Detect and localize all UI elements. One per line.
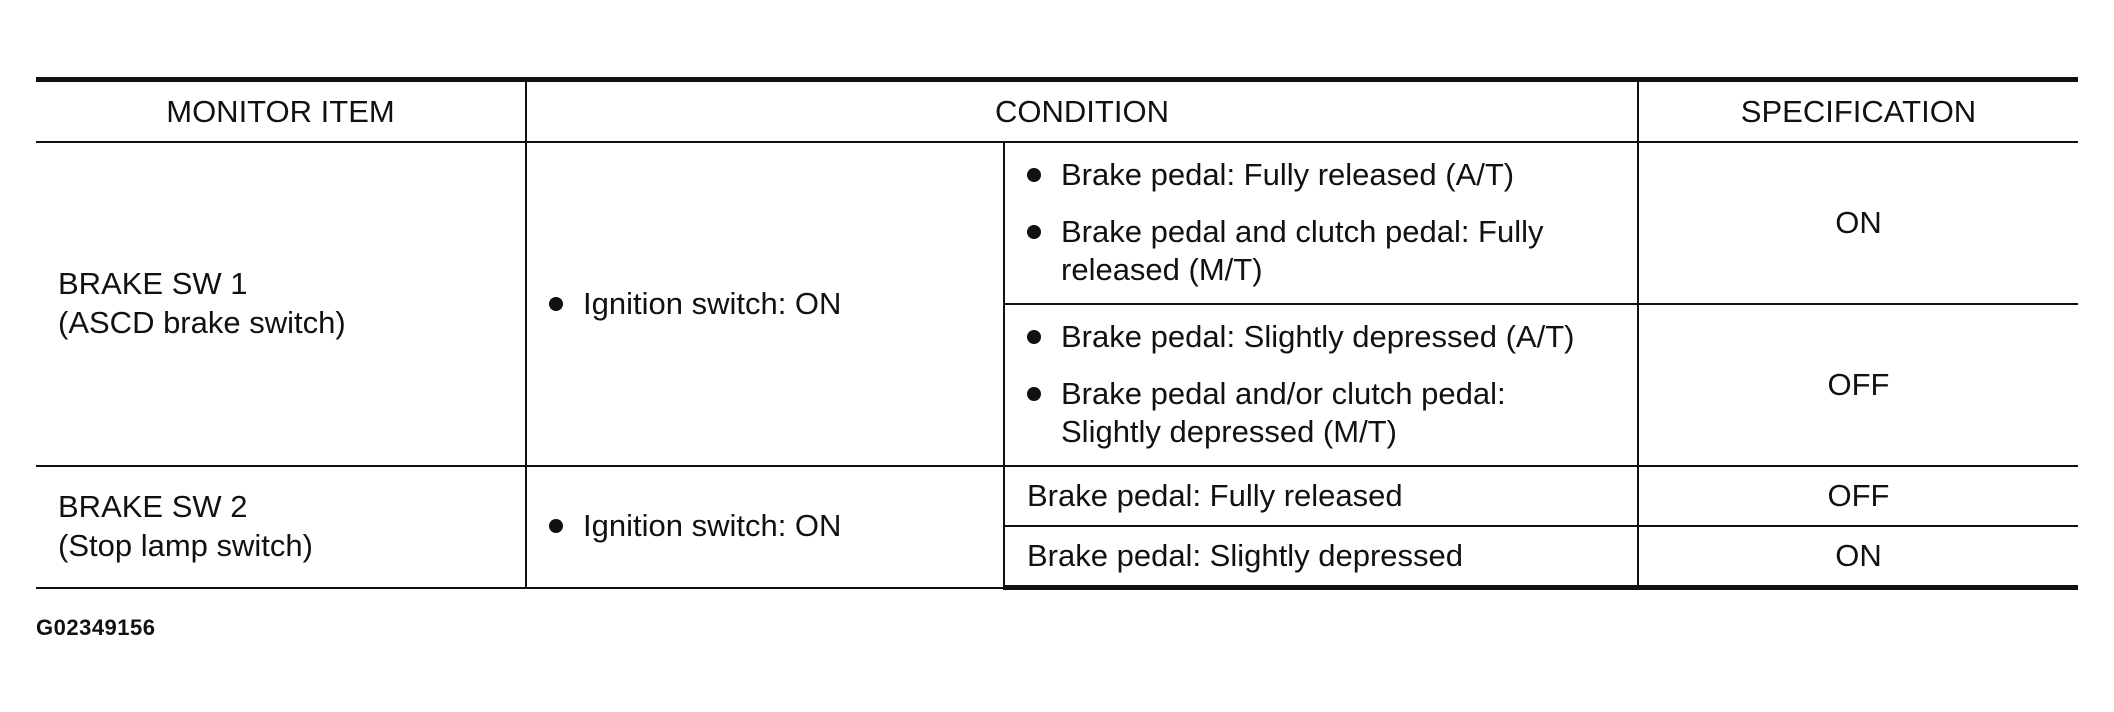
monitor-item-description: (Stop lamp switch) bbox=[58, 527, 313, 563]
list-item bbox=[1027, 156, 1629, 195]
monitor-item-description: (ASCD brake switch) bbox=[58, 305, 346, 340]
condition-case-cell: Brake pedal: Fully released bbox=[1004, 466, 1638, 526]
list-item bbox=[1027, 213, 1629, 291]
bullet-icon bbox=[1027, 225, 1041, 239]
monitor-item-cell bbox=[36, 466, 526, 588]
figure-id: G02349156 bbox=[36, 615, 156, 640]
condition-case-cell bbox=[1004, 142, 1638, 304]
condition-text: Brake pedal and clutch pedal: Fully bbox=[1061, 213, 1544, 249]
list-item bbox=[1027, 375, 1629, 453]
condition-main-cell bbox=[526, 142, 1004, 466]
specification-cell: OFF bbox=[1638, 466, 2078, 526]
monitor-item-name: BRAKE SW 1 bbox=[58, 266, 248, 302]
condition-main-cell bbox=[526, 466, 1004, 588]
condition-text: Brake pedal: Fully released (A/T) bbox=[1061, 156, 1515, 192]
condition-case-cell bbox=[1004, 304, 1638, 466]
table-row bbox=[36, 466, 2078, 526]
condition-text: Brake pedal: Slightly depressed (A/T) bbox=[1061, 318, 1575, 354]
bullet-list bbox=[549, 507, 1003, 546]
table-row bbox=[36, 142, 2078, 304]
header-condition: CONDITION bbox=[526, 80, 1638, 143]
bullet-icon bbox=[1027, 168, 1041, 182]
list-item bbox=[549, 507, 1003, 546]
bullet-icon bbox=[1027, 330, 1041, 344]
condition-text: Slightly depressed (M/T) bbox=[1061, 414, 1397, 450]
condition-case-cell: Brake pedal: Slightly depressed bbox=[1004, 526, 1638, 588]
specification-cell: ON bbox=[1638, 526, 2078, 588]
header-monitor-item: MONITOR ITEM bbox=[36, 80, 526, 143]
header-specification: SPECIFICATION bbox=[1638, 80, 2078, 143]
bullet-list bbox=[1027, 318, 1629, 452]
condition-main-text: Ignition switch: ON bbox=[583, 285, 842, 321]
bullet-list bbox=[1027, 156, 1629, 290]
list-item bbox=[1027, 318, 1629, 357]
condition-text: released (M/T) bbox=[1061, 252, 1263, 288]
specification-cell: ON bbox=[1638, 142, 2078, 304]
specification-cell: OFF bbox=[1638, 304, 2078, 466]
condition-text: Brake pedal and/or clutch pedal: bbox=[1061, 375, 1506, 411]
table-header-row bbox=[36, 80, 2078, 143]
monitor-spec-table bbox=[36, 77, 2078, 590]
bullet-icon bbox=[1027, 387, 1041, 401]
bullet-list bbox=[549, 285, 1003, 324]
bullet-icon bbox=[549, 519, 563, 533]
list-item bbox=[549, 285, 1003, 324]
condition-main-text: Ignition switch: ON bbox=[583, 508, 842, 544]
monitor-item-cell bbox=[36, 142, 526, 466]
bullet-icon bbox=[549, 297, 563, 311]
monitor-item-name: BRAKE SW 2 bbox=[58, 489, 248, 524]
